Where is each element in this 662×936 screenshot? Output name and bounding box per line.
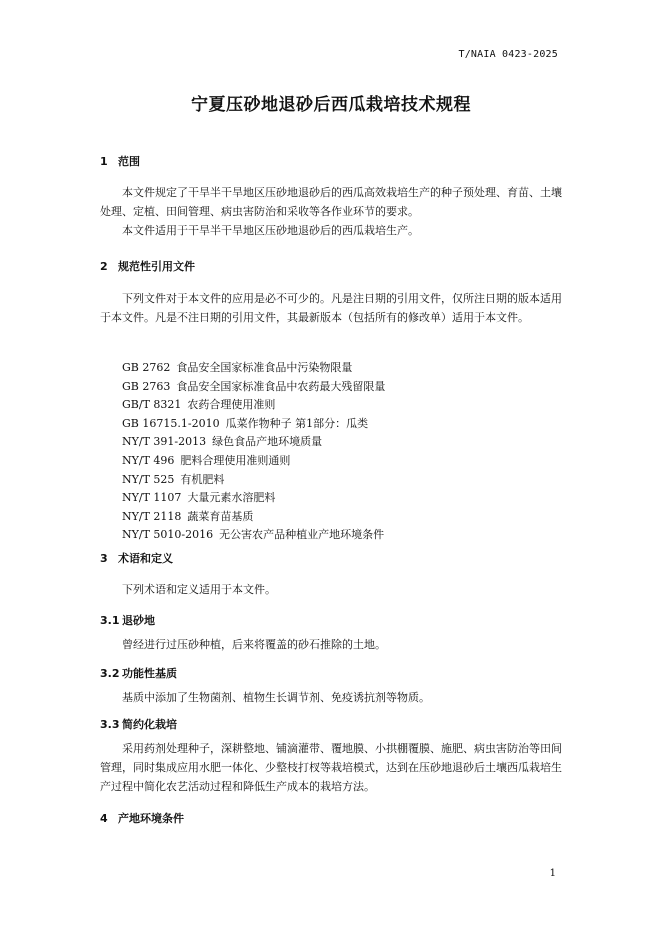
- reference-item: [122, 526, 385, 545]
- term-title: 简约化栽培: [122, 718, 177, 731]
- reference-item: [122, 452, 385, 471]
- term-title: 功能性基质: [122, 667, 177, 680]
- reference-name: 大量元素水溶肥料: [187, 491, 276, 505]
- reference-name: 无公害农产品种植业产地环境条件: [219, 528, 385, 542]
- section-number: 3: [100, 552, 108, 565]
- reference-code: NY/T 1107: [122, 491, 182, 505]
- term-3-3-definition: 采用药剂处理种子，深耕整地、铺滴灌带、覆地膜、小拱棚覆膜、施肥、病虫害防治等田间管理，同时集成应用水肥一体化、少整枝打杈等栽培模式，达到在压砂地退砂后土壤西瓜栽培生产过程中简化农艺活动过程和降低生产成本的栽培方法。: [100, 742, 562, 793]
- reference-name: 肥料合理使用准则通则: [180, 453, 291, 467]
- reference-name: 蔬菜育苗基质: [187, 509, 254, 523]
- reference-name: 食品安全国家标准食品中农药最大残留限量: [176, 379, 386, 393]
- reference-code: NY/T 391-2013: [122, 435, 207, 449]
- reference-code: GB 16715.1-2010: [122, 416, 220, 430]
- section-number: 1: [100, 155, 108, 168]
- scope-paragraph-2: 本文件适用于干旱半干旱地区压砂地退砂后的西瓜栽培生产。: [122, 224, 419, 237]
- scope-paragraph-1: 本文件规定了干旱半干旱地区压砂地退砂后的西瓜高效栽培生产的种子预处理、育苗、土壤处理、定植、田间管理、病虫害防治和采收等各作业环节的要求。: [100, 186, 562, 218]
- term-number: 3.3: [100, 718, 120, 731]
- reference-item: [122, 471, 385, 490]
- term-title: 退砂地: [122, 614, 155, 627]
- reference-code: NY/T 5010-2016: [122, 528, 214, 542]
- terms-intro-paragraph: 下列术语和定义适用于本文件。: [122, 583, 276, 596]
- reference-item: [122, 489, 385, 508]
- section-title: 范围: [118, 155, 140, 168]
- term-number: 3.1: [100, 614, 120, 627]
- term-3-3-heading: [100, 716, 177, 732]
- reference-code: GB/T 8321: [122, 398, 182, 412]
- section-title: 产地环境条件: [118, 812, 184, 825]
- term-3-1-definition: 曾经进行过压砂种植，后来将覆盖的砂石推除的土地。: [122, 638, 386, 651]
- reference-name: 食品安全国家标准食品中污染物限量: [176, 361, 353, 374]
- reference-name: 有机肥料: [180, 472, 225, 486]
- reference-item: [122, 433, 385, 452]
- document-title: 宁夏压砂地退砂后西瓜栽培技术规程: [191, 95, 471, 115]
- reference-code: NY/T 496: [122, 453, 175, 467]
- section-2-heading: [100, 258, 195, 274]
- section-4-heading: [100, 810, 184, 826]
- reference-name: 农药合理使用准则: [187, 398, 276, 412]
- section-title: 规范性引用文件: [118, 260, 195, 273]
- normative-refs-paragraph: 下列文件对于本文件的应用是必不可少的。凡是注日期的引用文件，仅所注日期的版本适用于本文件。凡是不注日期的引用文件，其最新版本（包括所有的修改单）适用于本文件。: [100, 292, 562, 324]
- term-3-2-heading: [100, 665, 177, 681]
- reference-item: [122, 508, 385, 527]
- reference-code: GB 2763: [122, 379, 171, 393]
- reference-list: [122, 359, 385, 545]
- reference-item: [122, 359, 385, 378]
- reference-item: [122, 396, 385, 415]
- reference-item: [122, 415, 385, 434]
- section-title: 术语和定义: [118, 552, 173, 565]
- reference-code: GB 2762: [122, 361, 171, 374]
- page-number: 1: [549, 868, 556, 879]
- reference-code: NY/T 2118: [122, 509, 182, 523]
- section-number: 4: [100, 812, 108, 825]
- term-3-2-definition: 基质中添加了生物菌剂、植物生长调节剂、免疫诱抗剂等物质。: [122, 691, 430, 704]
- document-number: T/NAIA 0423-2025: [458, 49, 558, 60]
- term-number: 3.2: [100, 667, 120, 680]
- reference-name: 绿色食品产地环境质量: [212, 435, 323, 449]
- section-number: 2: [100, 260, 108, 273]
- section-3-heading: [100, 550, 173, 566]
- reference-name: 瓜菜作物种子 第1部分：瓜类: [225, 416, 369, 430]
- reference-code: NY/T 525: [122, 472, 175, 486]
- term-3-1-heading: [100, 612, 155, 628]
- reference-item: [122, 378, 385, 397]
- section-1-heading: [100, 153, 140, 169]
